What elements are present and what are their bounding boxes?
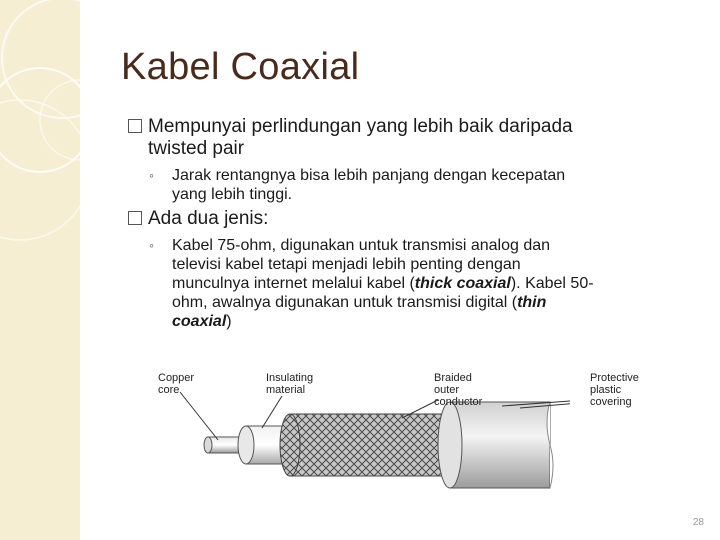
coaxial-cable-diagram xyxy=(150,364,639,494)
decorative-circles xyxy=(0,0,80,540)
ring-bullet-icon: ◦ xyxy=(149,167,154,183)
sub-bullet-text: coaxial) xyxy=(172,313,232,330)
label-braided-conductor: Braided outer conductor xyxy=(434,372,483,408)
sub-bullet-text: ohm, awalnya digunakan untuk transmisi digital (thin xyxy=(172,294,547,311)
decorative-sidebar xyxy=(0,0,80,540)
bullet-text-continued: twisted pair xyxy=(148,138,245,159)
sub-bullet-item xyxy=(149,166,709,204)
sub-bullet-text: Kabel 75-ohm, digunakan untuk transmisi analog dan xyxy=(172,237,551,254)
braided-conductor-shape xyxy=(280,414,460,476)
protective-covering-shape xyxy=(438,402,553,488)
bullet-text: Ada dua jenis: xyxy=(148,208,269,229)
sub-bullet-text: televisi kabel tetapi menjadi lebih penting dengan xyxy=(172,256,521,273)
label-copper-core: Copper core xyxy=(158,372,195,396)
coaxial-cable-illustration xyxy=(150,364,570,494)
square-bullet-icon xyxy=(128,119,142,133)
label-insulating-material: Insulating material xyxy=(266,372,314,396)
page-number: 28 xyxy=(692,517,704,528)
sub-bullet-text: yang lebih tinggi. xyxy=(172,186,293,203)
bullet-item xyxy=(128,208,268,230)
sub-bullet-text: munculnya internet melalui kabel (thick coaxial). Kabel 50- xyxy=(172,275,594,292)
bullet-text: Mempunyai perlindungan yang lebih baik daripada xyxy=(148,116,573,137)
sub-bullet-item xyxy=(149,236,709,331)
label-protective-covering: Protective plastic covering xyxy=(590,372,639,408)
sub-bullet-text: Jarak rentangnya bisa lebih panjang dengan kecepatan xyxy=(172,167,566,184)
square-bullet-icon xyxy=(128,211,142,225)
bullet-item xyxy=(128,116,573,160)
slide-title: Kabel Coaxial xyxy=(121,46,360,88)
ring-bullet-icon: ◦ xyxy=(149,237,154,253)
